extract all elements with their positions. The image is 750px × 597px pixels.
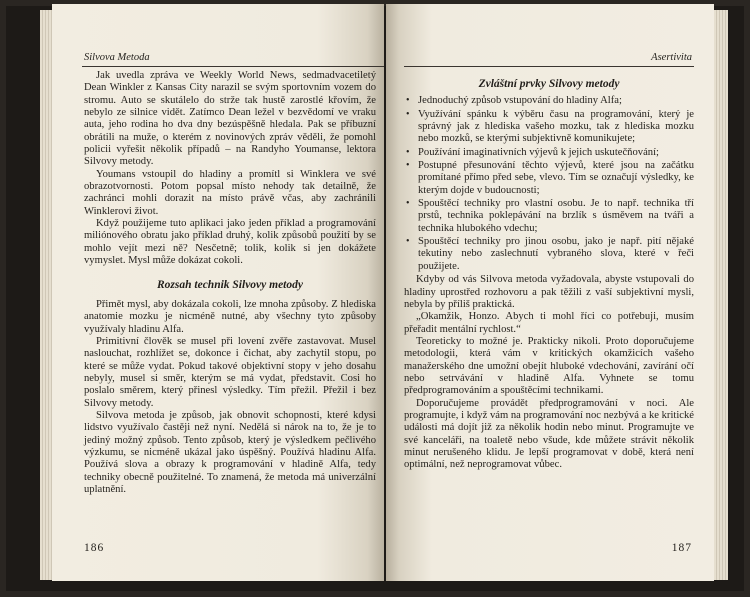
feature-list — [404, 95, 694, 273]
right-running-head: Asertivita — [651, 52, 692, 63]
paragraph: Silvova metoda je způsob, jak obnovit schopnosti, které kdysi lidstvo využívalo častěji než nyní. Nedělá si nárok na to, že je to jediný možný způsob. Tento způsob, který je výsledkem pečlivého výzkumu, se nicméně ukázal jako úspěšný. Používá hladinu Alfa. Používá slova a obrazy k programování v hladině Alfa, tedy techniky obecně použitelné. To znamená, že metoda má univerzální uplatnění. — [84, 409, 376, 495]
right-page-content — [404, 70, 694, 472]
list-item: • Využívání spánku k výběru času na programování, který je správný jak z hlediska vašeho mozku, tak z hlediska mozku nebo mozků, se kterými subjektivně komunikujete; — [404, 109, 694, 146]
left-page-number: 186 — [84, 542, 105, 554]
right-header-rule — [404, 66, 694, 67]
paragraph: Přimět mysl, aby dokázala cokoli, lze mnoha způsoby. Z hlediska anatomie mozku je nicméně nutné, aby všechny tyto způsoby využívaly hladinu Alfa. — [84, 298, 376, 335]
list-item: • Spouštěcí techniky pro jinou osobu, jako je např. pití nějaké tekutiny nebo zaslechnutí vybraného slova, které v řeči použijete. — [404, 236, 694, 273]
section-heading: Zvláštní prvky Silvovy metody — [478, 78, 620, 90]
right-page — [386, 4, 714, 581]
paragraph: Doporučujeme provádět předprogramování v noci. Ale programujte, i když vám na programování noc nezbývá a ke kritické události má dojít již za několik hodin nebo minut. Programujte ve své kanceláři, na toaletě nebo všude, kde můžete strávit několik minut nerušeného klidu. Je lepší programovat v době, která není optimální, než neprogramovat vůbec. — [404, 397, 694, 471]
paragraph: Když použijeme tuto aplikaci jako jeden příklad a programování miliónového obratu jako příklad druhý, kolik způsobů použití by se mohlo vejít mezi ně? Nesčetně; tolik, kolik si jen dokážete vymyslet. Mysl může dokázat cokoli. — [84, 218, 376, 267]
quote-paragraph: „Okamžik, Honzo. Abych ti mohl říci co potřebuji, musím přeřadit mentální rychlost.“ — [404, 311, 694, 335]
right-page-edges — [714, 10, 728, 580]
right-page-number: 187 — [671, 542, 692, 554]
left-page — [52, 4, 384, 581]
list-item: • Spouštěcí techniky pro vlastní osobu. Je to např. technika tří prstů, technika poklepávání na brzlík s úsměvem na tváři a technika hlubokého vdechu; — [404, 198, 694, 235]
left-page-content — [84, 70, 376, 496]
paragraph: Kdyby od vás Silvova metoda vyžadovala, abyste vstupovali do hladiny uprostřed rozhovoru a pak těžili z vaší subjektivní mysli, nebyla by příliš praktická. — [404, 274, 694, 310]
list-item: • Jednoduchý způsob vstupování do hladiny Alfa; — [404, 95, 694, 107]
paragraph: Primitivní člověk se musel při lovení zvěře zastavovat. Musel naslouchat, rozhlížet se, dokonce i čichat, aby zachytil stopu, po které se může vydat. Pokud takové objektivní stopy v jeho dosahu nebyly, musel si směr, kterým se má vydat, představit. Cosi ho poslalo směrem, který přinesl výsledky. Tím přežil. Přežil i bez Silvovy metody. — [84, 335, 376, 409]
section-heading: Rozsah technik Silvovy metody — [157, 278, 303, 291]
left-header-rule — [82, 66, 384, 67]
list-item: • Postupné přesunování těchto výjevů, které jsou na začátku promítané přímo před sebe, vlevo. Tím se označují výsledky, ke kterým dojde v budoucnosti; — [404, 160, 694, 197]
list-item: • Používání imaginativních výjevů k jejich uskutečňování; — [404, 147, 694, 159]
paragraph: Teoreticky to možné je. Prakticky nikoli. Proto doporučujeme metodologii, která vám v kritických okamžicích vašeho manažerského dne umožní obejít hluboké vdechování, zavírání očí nebo setrvávání v hladině Alfa. Vyhnete se tomu předprogramováním a spouštěcími technikami. — [404, 335, 694, 397]
paragraph: Jak uvedla zpráva ve Weekly World News, sedmadvacetiletý Dean Winkler z Kansas City narazil se svým sportovním vozem do stromu. Auto se skutálelo do strže tak hustě zarostlé křovím, že nebylo ze silnice vidět. Zatímco Dean ležel v bezvědomí ve vraku auta, jeho rodina ho dva dny bezúspěšně hledala. Pak se příbuzní obrátili na muže, o kterém z novinových zpráv věděli, že pomohl policii vyřešit několik případů – na Randyho Youmanse, lektora Silvovy metody. — [84, 70, 376, 168]
paragraph: Youmans vstoupil do hladiny a promítl si Winklera ve své obrazotvornosti. Potom popsal místo nehody tak detailně, že zachránci mohli dorazit na místo právě včas, aby zachránili Winklerovi život. — [84, 168, 376, 217]
left-running-head: Silvova Metoda — [84, 52, 150, 63]
